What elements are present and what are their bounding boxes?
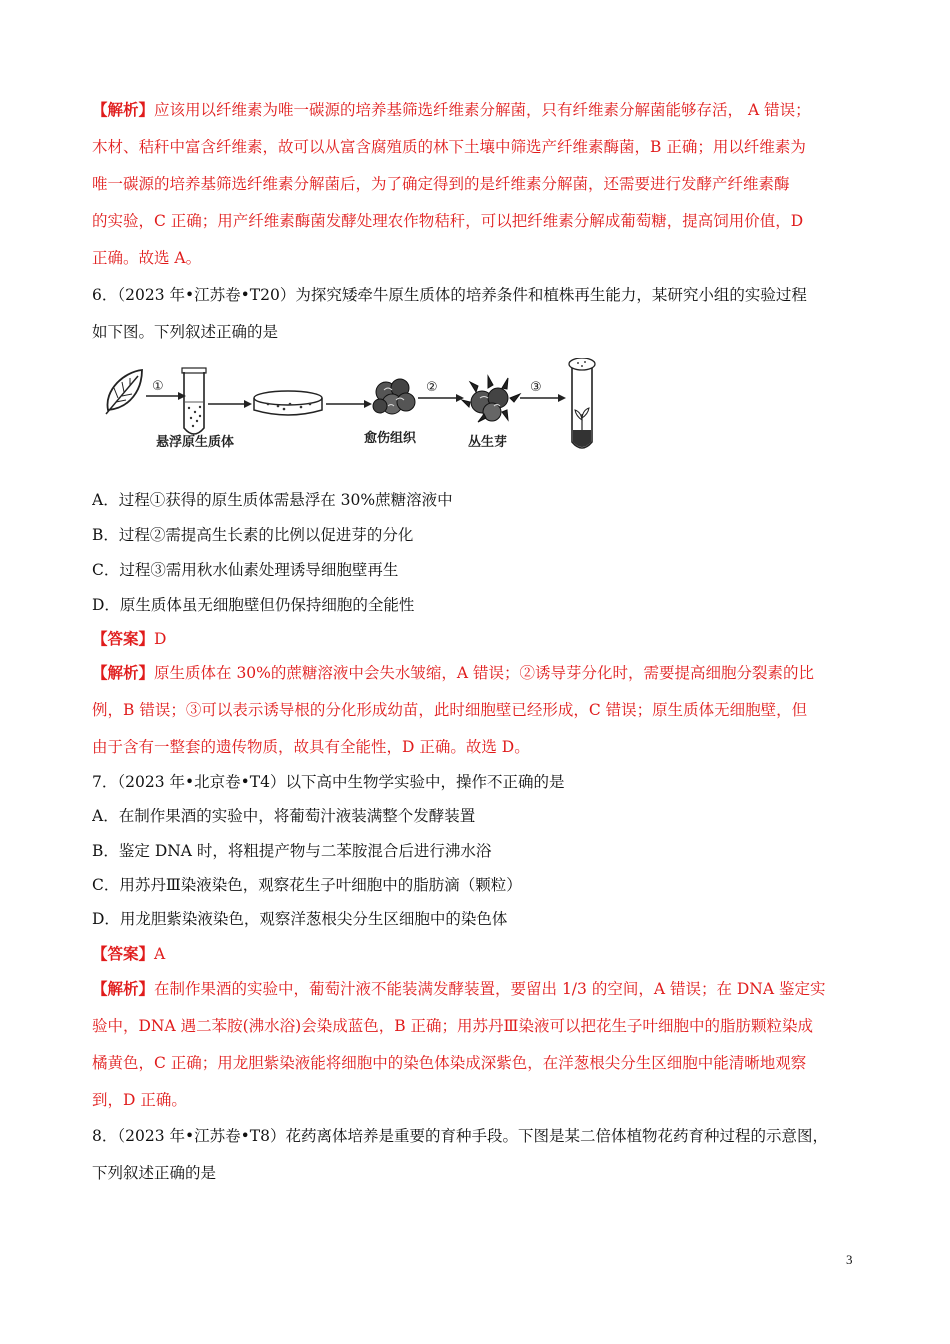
q6-option-d: D．原生质体虽无细胞壁但仍保持细胞的全能性 [92, 596, 415, 614]
label-protoplast: 悬浮原生质体 [156, 435, 235, 450]
q5-analysis-line-1: 【解析】应该用以纤维素为唯一碳源的培养基筛选纤维素分解菌，只有纤维素分解菌能够存活， A 错误； [92, 100, 811, 119]
q5-analysis-line-3: 唯一碳源的培养基筛选纤维素分解菌后，为了确定得到的是纤维素分解菌，还需要进行发酵产纤维素酶 [92, 175, 790, 193]
step-1-label: ① [152, 379, 164, 394]
q6-stem-line-2: 如下图。下列叙述正确的是 [92, 323, 279, 341]
q5-analysis-line-5: 正确。故选 A。 [92, 249, 202, 267]
callus-icon [373, 379, 415, 414]
q5-analysis-line-4: 的实验，C 正确；用产纤维素酶菌发酵处理农作物秸秆，可以把纤维素分解成葡萄糖，提高饲用价值，D [92, 212, 804, 230]
q6-analysis-line-3: 由于含有一整套的遗传物质，故具有全能性，D 正确。故选 D。 [92, 738, 530, 756]
q6-option-b: B．过程②需提高生长素的比例以促进芽的分化 [92, 526, 414, 544]
q7-analysis-line-2: 验中，DNA 遇二苯胺(沸水浴)会染成蓝色，B 正确；用苏丹Ⅲ染液可以把花生子叶细胞中的脂肪颗粒染成 [92, 1017, 813, 1035]
q6-analysis-line-1: 【解析】原生质体在 30%的蔗糖溶液中会失水皱缩，A 错误；②诱导芽分化时，需要提高细胞分裂素的比 [92, 663, 815, 682]
shoot-cluster-icon [462, 376, 520, 422]
q7-analysis-line-3: 橘黄色，C 正确；用龙胆紫染液能将细胞中的染色体染成深紫色，在洋葱根尖分生区细胞中能清晰地观察 [92, 1054, 807, 1072]
q6-process-diagram [96, 358, 616, 458]
q7-stem: 7．（2023 年•北京卷•T4）以下高中生物学实验中，操作不正确的是 [92, 773, 565, 791]
q7-option-a: A．在制作果酒的实验中，将葡萄汁液装满整个发酵装置 [92, 807, 476, 825]
test-tube-icon [182, 368, 206, 434]
q7-option-c: C．用苏丹Ⅲ染液染色，观察花生子叶细胞中的脂肪滴（颗粒） [92, 876, 522, 894]
q6-stem-line-1: 6．（2023 年•江苏卷•T20）为探究矮牵牛原生质体的培养条件和植株再生能力，某研究小组的实验过程 [92, 286, 807, 304]
q7-analysis-line-4: 到，D 正确。 [92, 1091, 187, 1109]
q7-option-d: D．用龙胆紫染液染色，观察洋葱根尖分生区细胞中的染色体 [92, 910, 508, 928]
label-shoots: 丛生芽 [468, 435, 508, 450]
q6-option-c: C．过程③需用秋水仙素处理诱导细胞壁再生 [92, 561, 399, 579]
q6-analysis-line-2: 例，B 错误；③可以表示诱导根的分化形成幼苗，此时细胞壁已经形成，C 错误；原生质体无细胞壁，但 [92, 701, 808, 719]
page-number: 3 [846, 1252, 853, 1267]
q8-stem-line-1: 8．（2023 年•江苏卷•T8）花药离体培养是重要的育种手段。下图是某二倍体植物花药育种过程的示意图， [92, 1127, 828, 1145]
q5-analysis-label: 【解析】 [92, 100, 155, 119]
q6-option-a: A．过程①获得的原生质体需悬浮在 30%蔗糖溶液中 [92, 491, 453, 509]
step-2-label: ② [426, 380, 438, 395]
q7-analysis-line-1: 【解析】在制作果酒的实验中，葡萄汁液不能装满发酵装置，要留出 1/3 的空间，A 错误；在 DNA 鉴定实 [92, 979, 826, 998]
q7-option-b: B．鉴定 DNA 时，将粗提产物与二苯胺混合后进行沸水浴 [92, 842, 492, 860]
q5-analysis-line-2: 木材、秸秆中富含纤维素，故可以从富含腐殖质的林下土壤中筛选产纤维素酶菌，B 正确；用以纤维素为 [92, 138, 806, 156]
petri-dish-icon [254, 391, 322, 415]
q7-answer: 【答案】A [92, 944, 166, 963]
q6-answer: 【答案】D [92, 629, 167, 648]
leaf-icon [106, 370, 142, 414]
q8-stem-line-2: 下列叙述正确的是 [92, 1164, 217, 1182]
seedling-tube-icon [569, 358, 595, 448]
label-callus: 愈伤组织 [364, 431, 417, 446]
step-3-label: ③ [530, 380, 542, 395]
